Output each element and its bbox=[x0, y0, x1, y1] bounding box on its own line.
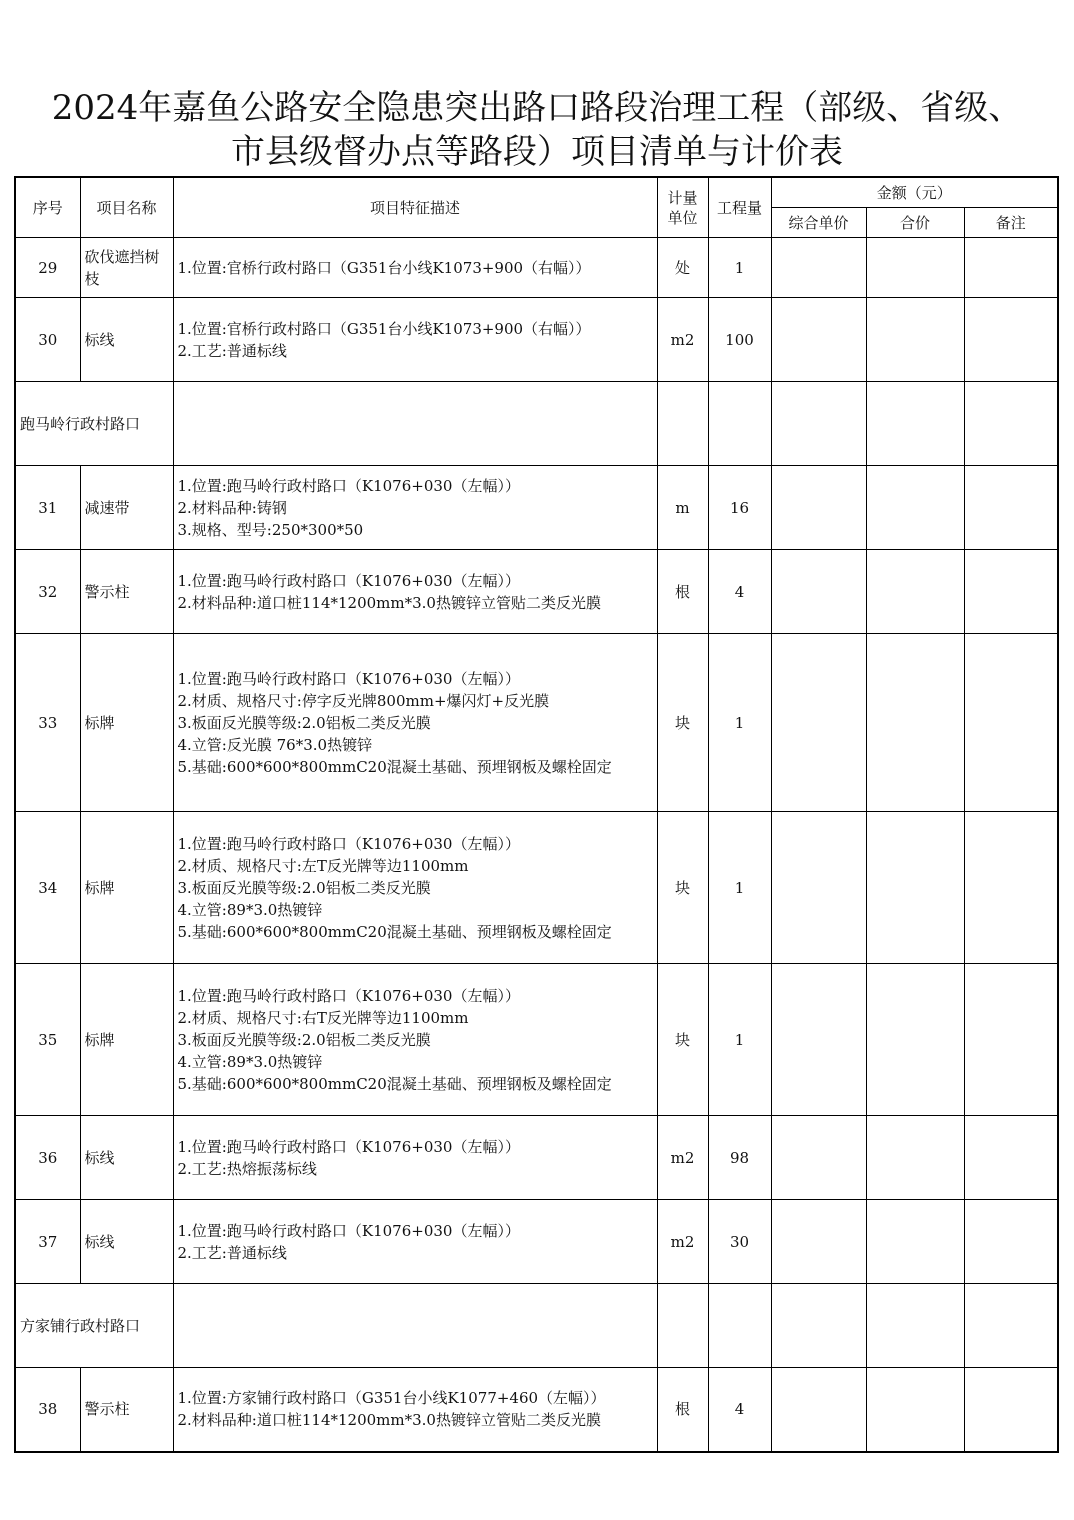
row-name: 砍伐遮挡树枝 bbox=[80, 238, 173, 298]
row-seq: 30 bbox=[15, 298, 80, 382]
table-row bbox=[15, 634, 1058, 812]
header-remark: 备注 bbox=[964, 208, 1058, 238]
page-title bbox=[0, 86, 1074, 174]
empty-cell bbox=[708, 382, 771, 466]
row-remark bbox=[964, 298, 1058, 382]
row-unit: 处 bbox=[657, 238, 708, 298]
section-label: 方家铺行政村路口 bbox=[15, 1284, 173, 1368]
row-name: 警示柱 bbox=[80, 1368, 173, 1452]
desc-line: 1.位置:跑马岭行政村路口（K1076+030（左幅）） bbox=[177, 986, 520, 1005]
row-unit-price bbox=[771, 550, 866, 634]
desc-line: 4.立管:89*3.0热镀锌 bbox=[177, 1052, 323, 1071]
table-row bbox=[15, 238, 1058, 298]
table-row bbox=[15, 298, 1058, 382]
row-total bbox=[866, 812, 964, 964]
row-name: 标牌 bbox=[80, 634, 173, 812]
table-row bbox=[15, 1368, 1058, 1452]
table-row bbox=[15, 466, 1058, 550]
row-total bbox=[866, 298, 964, 382]
empty-cell bbox=[173, 382, 657, 466]
table-row bbox=[15, 812, 1058, 964]
row-desc bbox=[173, 466, 657, 550]
row-name: 标线 bbox=[80, 1200, 173, 1284]
row-desc bbox=[173, 1200, 657, 1284]
row-remark bbox=[964, 550, 1058, 634]
row-seq: 33 bbox=[15, 634, 80, 812]
row-qty: 4 bbox=[708, 550, 771, 634]
row-total bbox=[866, 238, 964, 298]
desc-line: 1.位置:官桥行政村路口（G351台小线K1073+900（右幅）） bbox=[177, 319, 591, 338]
desc-line: 1.位置:跑马岭行政村路口（K1076+030（左幅）） bbox=[177, 571, 520, 590]
empty-cell bbox=[657, 382, 708, 466]
table-row bbox=[15, 1200, 1058, 1284]
desc-line: 1.位置:跑马岭行政村路口（K1076+030（左幅）） bbox=[177, 1221, 520, 1240]
row-total bbox=[866, 550, 964, 634]
desc-line: 1.位置:官桥行政村路口（G351台小线K1073+900（右幅）） bbox=[177, 258, 591, 277]
desc-line: 5.基础:600*600*800mmC20混凝土基础、预埋钢板及螺栓固定 bbox=[177, 1074, 612, 1093]
row-remark bbox=[964, 964, 1058, 1116]
row-qty: 1 bbox=[708, 812, 771, 964]
desc-line: 2.工艺:普通标线 bbox=[177, 341, 287, 360]
table-row bbox=[15, 1116, 1058, 1200]
row-unit: m2 bbox=[657, 1116, 708, 1200]
row-name: 警示柱 bbox=[80, 550, 173, 634]
row-seq: 38 bbox=[15, 1368, 80, 1452]
desc-line: 4.立管:89*3.0热镀锌 bbox=[177, 900, 323, 919]
row-unit-price bbox=[771, 964, 866, 1116]
row-qty: 1 bbox=[708, 238, 771, 298]
section-row bbox=[15, 1284, 1058, 1368]
desc-line: 2.材料品种:铸钢 bbox=[177, 498, 287, 517]
table-body bbox=[15, 238, 1058, 1452]
desc-line: 5.基础:600*600*800mmC20混凝土基础、预埋钢板及螺栓固定 bbox=[177, 922, 612, 941]
desc-line: 2.工艺:热熔振荡标线 bbox=[177, 1159, 317, 1178]
header-desc: 项目特征描述 bbox=[173, 177, 657, 238]
desc-line: 1.位置:跑马岭行政村路口（K1076+030（左幅）） bbox=[177, 669, 520, 688]
row-seq: 32 bbox=[15, 550, 80, 634]
row-unit: m2 bbox=[657, 298, 708, 382]
row-seq: 29 bbox=[15, 238, 80, 298]
row-unit-price bbox=[771, 1368, 866, 1452]
empty-cell bbox=[771, 1284, 866, 1368]
empty-cell bbox=[173, 1284, 657, 1368]
desc-line: 2.材质、规格尺寸:左T反光牌等边1100mm bbox=[177, 856, 469, 875]
row-qty: 1 bbox=[708, 634, 771, 812]
table-row bbox=[15, 964, 1058, 1116]
row-qty: 4 bbox=[708, 1368, 771, 1452]
empty-cell bbox=[771, 382, 866, 466]
row-desc bbox=[173, 964, 657, 1116]
row-qty: 16 bbox=[708, 466, 771, 550]
row-seq: 37 bbox=[15, 1200, 80, 1284]
desc-line: 3.规格、型号:250*300*50 bbox=[177, 520, 364, 539]
row-name: 标线 bbox=[80, 1116, 173, 1200]
row-remark bbox=[964, 634, 1058, 812]
header-row-1 bbox=[15, 177, 1058, 208]
row-seq: 36 bbox=[15, 1116, 80, 1200]
empty-cell bbox=[964, 1284, 1058, 1368]
row-qty: 30 bbox=[708, 1200, 771, 1284]
header-qty: 工程量 bbox=[708, 177, 771, 238]
row-total bbox=[866, 466, 964, 550]
row-total bbox=[866, 634, 964, 812]
empty-cell bbox=[964, 382, 1058, 466]
desc-line: 1.位置:跑马岭行政村路口（K1076+030（左幅）） bbox=[177, 1137, 520, 1156]
empty-cell bbox=[866, 382, 964, 466]
row-unit-price bbox=[771, 1116, 866, 1200]
row-remark bbox=[964, 466, 1058, 550]
row-unit: m2 bbox=[657, 1200, 708, 1284]
desc-line: 2.材质、规格尺寸:停字反光牌800mm+爆闪灯+反光膜 bbox=[177, 691, 550, 710]
row-name: 减速带 bbox=[80, 466, 173, 550]
desc-line: 1.位置:方家铺行政村路口（G351台小线K1077+460（左幅）） bbox=[177, 1389, 606, 1408]
row-total bbox=[866, 1200, 964, 1284]
title-line-2: 市县级督办点等路段）项目清单与计价表 bbox=[231, 132, 843, 172]
desc-line: 5.基础:600*600*800mmC20混凝土基础、预埋钢板及螺栓固定 bbox=[177, 757, 612, 776]
header-unit: 计量单位 bbox=[657, 177, 708, 238]
header-amount: 金额（元） bbox=[771, 177, 1058, 208]
row-desc bbox=[173, 238, 657, 298]
desc-line: 3.板面反光膜等级:2.0铝板二类反光膜 bbox=[177, 713, 431, 732]
desc-line: 2.材料品种:道口桩114*1200mm*3.0热镀锌立管贴二类反光膜 bbox=[177, 593, 601, 612]
header-name: 项目名称 bbox=[80, 177, 173, 238]
table-row bbox=[15, 550, 1058, 634]
row-name: 标线 bbox=[80, 298, 173, 382]
desc-line: 3.板面反光膜等级:2.0铝板二类反光膜 bbox=[177, 878, 431, 897]
empty-cell bbox=[866, 1284, 964, 1368]
row-desc bbox=[173, 634, 657, 812]
row-seq: 34 bbox=[15, 812, 80, 964]
row-unit-price bbox=[771, 466, 866, 550]
row-unit: 根 bbox=[657, 550, 708, 634]
row-desc bbox=[173, 1116, 657, 1200]
row-seq: 35 bbox=[15, 964, 80, 1116]
empty-cell bbox=[708, 1284, 771, 1368]
row-unit: 根 bbox=[657, 1368, 708, 1452]
desc-line: 4.立管:反光膜 76*3.0热镀锌 bbox=[177, 735, 373, 754]
header-unit-price: 综合单价 bbox=[771, 208, 866, 238]
row-remark bbox=[964, 1116, 1058, 1200]
row-name: 标牌 bbox=[80, 812, 173, 964]
desc-line: 2.材料品种:道口桩114*1200mm*3.0热镀锌立管贴二类反光膜 bbox=[177, 1411, 601, 1430]
desc-line: 3.板面反光膜等级:2.0铝板二类反光膜 bbox=[177, 1030, 431, 1049]
row-unit-price bbox=[771, 298, 866, 382]
bill-of-quantities-table bbox=[14, 176, 1059, 1453]
header-seq: 序号 bbox=[15, 177, 80, 238]
row-qty: 100 bbox=[708, 298, 771, 382]
row-total bbox=[866, 964, 964, 1116]
desc-line: 2.材质、规格尺寸:右T反光牌等边1100mm bbox=[177, 1008, 469, 1027]
desc-line: 1.位置:跑马岭行政村路口（K1076+030（左幅）） bbox=[177, 476, 520, 495]
row-unit: m bbox=[657, 466, 708, 550]
row-unit: 块 bbox=[657, 634, 708, 812]
row-desc bbox=[173, 1368, 657, 1452]
row-unit: 块 bbox=[657, 812, 708, 964]
header-total: 合价 bbox=[866, 208, 964, 238]
row-remark bbox=[964, 238, 1058, 298]
desc-line: 2.工艺:普通标线 bbox=[177, 1243, 287, 1262]
row-unit-price bbox=[771, 1200, 866, 1284]
empty-cell bbox=[657, 1284, 708, 1368]
section-label: 跑马岭行政村路口 bbox=[15, 382, 173, 466]
row-unit-price bbox=[771, 812, 866, 964]
row-remark bbox=[964, 1200, 1058, 1284]
row-qty: 98 bbox=[708, 1116, 771, 1200]
row-unit: 块 bbox=[657, 964, 708, 1116]
row-unit-price bbox=[771, 238, 866, 298]
title-line-1: 2024年嘉鱼公路安全隐患突出路口路段治理工程（部级、省级、 bbox=[51, 88, 1023, 128]
desc-line: 1.位置:跑马岭行政村路口（K1076+030（左幅）） bbox=[177, 834, 520, 853]
row-remark bbox=[964, 812, 1058, 964]
row-unit-price bbox=[771, 634, 866, 812]
row-seq: 31 bbox=[15, 466, 80, 550]
row-remark bbox=[964, 1368, 1058, 1452]
row-qty: 1 bbox=[708, 964, 771, 1116]
row-total bbox=[866, 1116, 964, 1200]
row-desc bbox=[173, 550, 657, 634]
row-name: 标牌 bbox=[80, 964, 173, 1116]
section-row bbox=[15, 382, 1058, 466]
row-desc bbox=[173, 812, 657, 964]
row-desc bbox=[173, 298, 657, 382]
row-total bbox=[866, 1368, 964, 1452]
